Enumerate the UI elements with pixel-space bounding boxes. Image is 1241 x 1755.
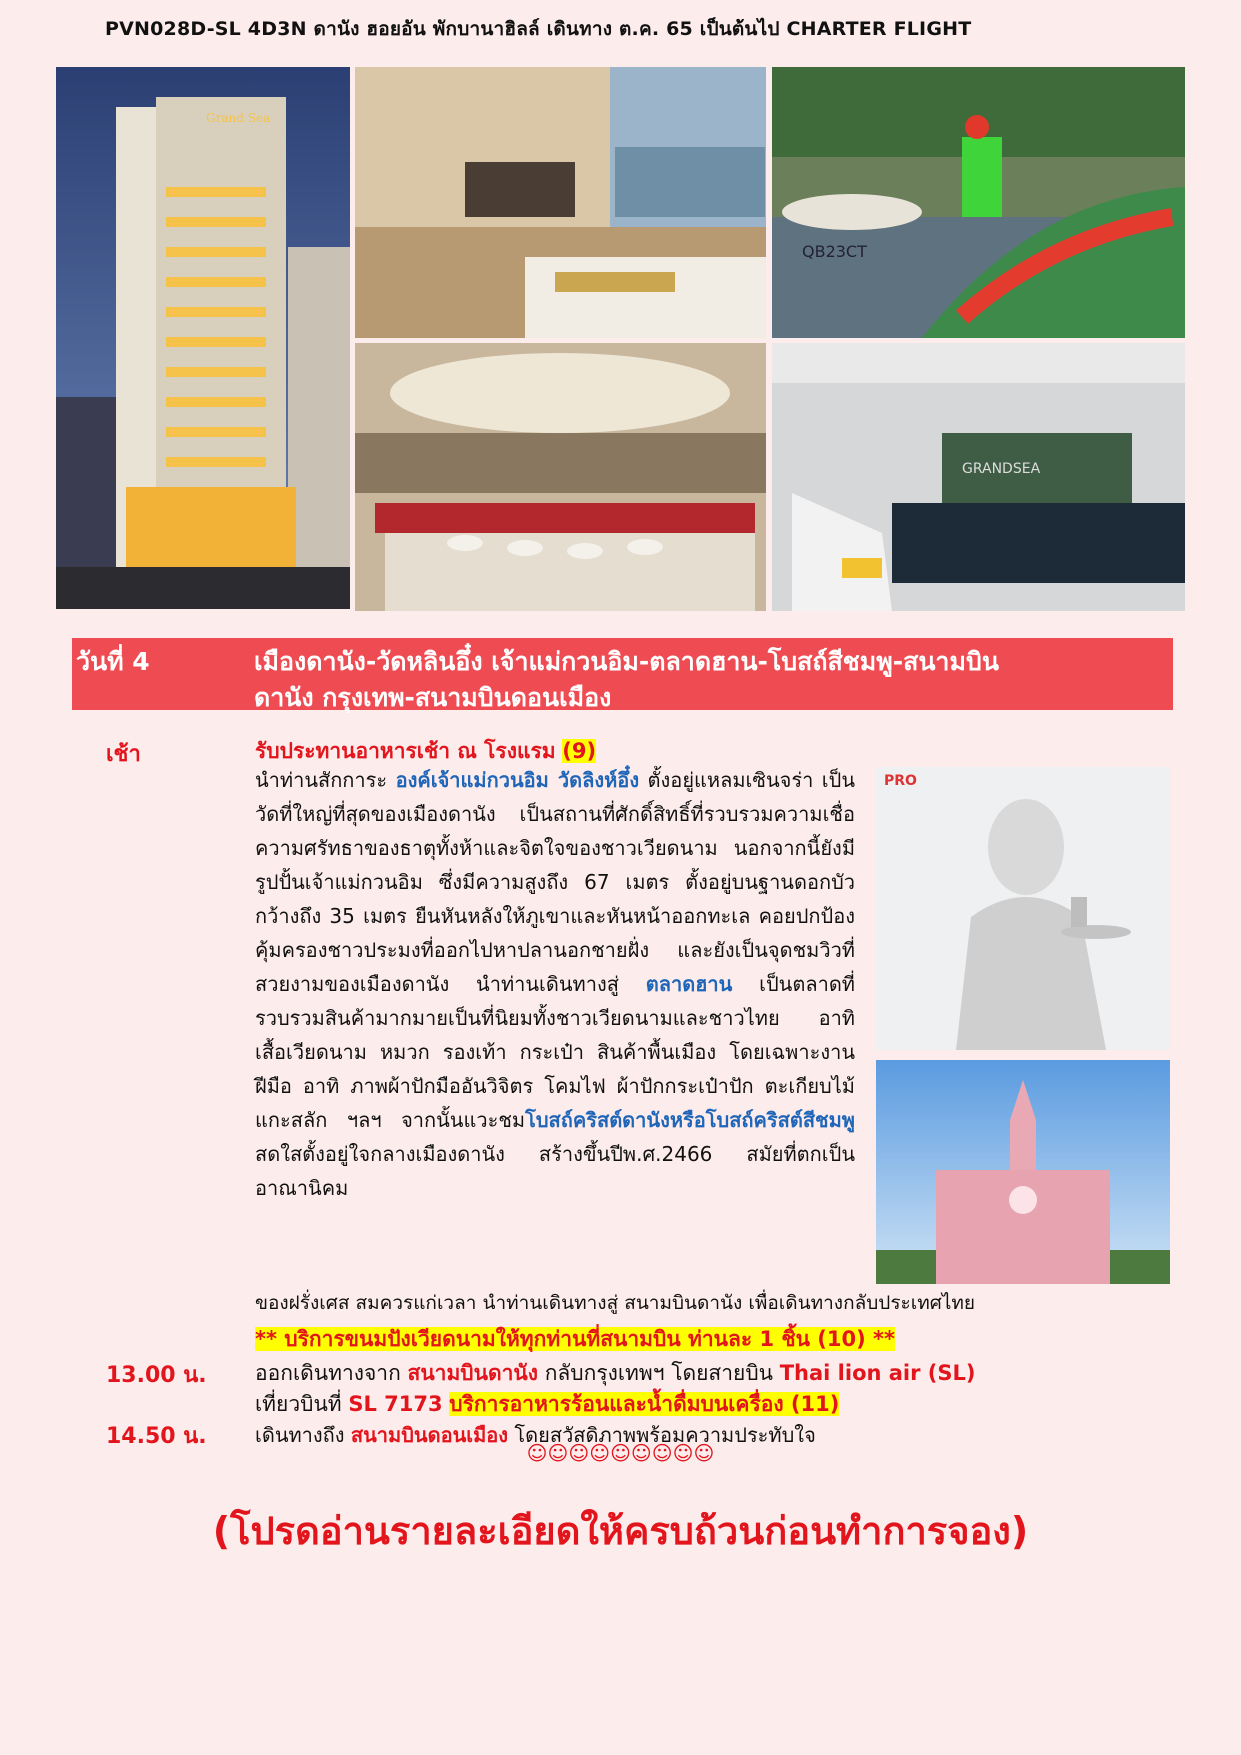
- desc-part-7: สดใสตั้งอยู่ใจกลางเมืองดานัง สร้างขึ้นปีพ.ศ.2466 สมัยที่ตกเป็นอาณานิคม: [255, 1142, 855, 1200]
- guanyin-statue-photo: [876, 767, 1170, 1050]
- inflight-meal: บริการอาหารร้อนและน้ำดื่มบนเครื่อง (11): [449, 1392, 840, 1416]
- departure-time: 13.00 น.: [106, 1363, 207, 1388]
- day-label: วันที่ 4: [76, 647, 150, 676]
- hotel-sign-text: Grand Sea: [206, 111, 271, 125]
- hotel-room-photo: [355, 67, 766, 338]
- desc-continuation: ของฝรั่งเศส สมควรแก่เวลา นำท่านเดินทางสู่ สนามบินดานัง เพื่อเดินทางกลับประเทศไทย: [255, 1292, 976, 1314]
- desc-part-3: ตั้งอยู่แหลมเซินจร่า เป็นวัดที่ใหญ่ที่สุดของเมืองดานัง เป็นสถานที่ศักดิ์สิทธิ์ที่รวบรวมความเชื่อ ความศรัทธาของธาตุทั้งห้าและจิตใจของชาวเวียดนาม นอกจากนี้ยังมีรูปปั้นเจ้าแม่กวนอิม ซึ่งมีความสูงถึง 67 เมตร ตั้งอยู่บนฐานดอกบัวกว้างถึง 35 เมตร ยืนหันหลังให้ภูเขาและหันหน้าออกทะเล คอยปกป้องคุ้มครองชาวประมงที่ออกไปหาปลานอกชายฝั่ง และยังเป็นจุดชมวิวที่สวยงามของเมืองดานัง นำท่านเดินทางสู่: [255, 768, 855, 996]
- pool-photo: [772, 343, 1185, 611]
- basket-boat-photo: [772, 67, 1185, 338]
- departure-text-c: กลับกรุงเทพฯ โดยสายบิน: [538, 1361, 780, 1385]
- breakfast-text: รับประทานอาหารเช้า ณ โรงแรม: [255, 739, 556, 763]
- flight-line: [255, 1388, 839, 1421]
- breakfast-meal-number: (9): [562, 739, 597, 763]
- document-title: PVN028D-SL 4D3N ดานัง ฮอยอัน พักบานาฮิลล์ เดินทาง ต.ค. 65 เป็นต้นไป CHARTER FLIGHT: [105, 18, 972, 40]
- guanyin-statue-link: องค์เจ้าแม่กวนอิม วัดลิงห์อึ๋ง: [395, 768, 640, 792]
- flight-text: เที่ยวบินที่: [255, 1392, 349, 1416]
- airline-name: Thai lion air (SL): [779, 1361, 976, 1385]
- snack-note-text: ** บริการขนมปังเวียดนามให้ทุกท่านที่สนามบิน ท่านละ 1 ชิ้น (10) **: [255, 1327, 895, 1351]
- departure-text-a: ออกเดินทางจาก: [255, 1361, 408, 1385]
- morning-description: [255, 763, 855, 1205]
- arrival-text-a: เดินทางถึง: [255, 1423, 351, 1447]
- han-market-link: ตลาดฮาน: [645, 972, 733, 996]
- day-title-line-2: ดานัง กรุงเทพ-สนามบินดอนเมือง: [254, 683, 612, 712]
- read-details-notice: (โปรดอ่านรายละเอียดให้ครบถ้วนก่อนทำการจอง): [212, 1509, 1029, 1553]
- desc-part-5: เป็นตลาดที่รวบรวมสินค้ามากมายเป็นที่นิยมทั้งชาวเวียดนามและชาวไทย อาทิ เสื้อเวียดนาม หมวก รองเท้า กระเป๋า สินค้าพื้นเมือง โดยเฉพาะงานฝีมือ อาทิ ภาพผ้าปักมืออันวิจิตร โคมไฟ ผ้าปักกระเป๋าปัก ตะเกียบไม้แกะสลัก ฯลฯ จากนั้นแวะชม: [255, 972, 855, 1132]
- smiley-row: ☺☺☺☺☺☺☺☺☺: [526, 1441, 715, 1465]
- morning-label: เช้า: [106, 742, 141, 767]
- pink-church-link: โบสถ์คริสต์ดานังหรือโบสถ์คริสต์สีชมพู: [525, 1108, 855, 1132]
- snack-note: [255, 1323, 895, 1356]
- statue-logo-text: PRO: [884, 773, 917, 789]
- arrival-text-c: โดยสวัสดิภาพพร้อมความประทับใจ: [508, 1423, 816, 1447]
- day-header-band: [72, 638, 1173, 710]
- day-title-line-1: เมืองดานัง-วัดหลินอึ๋ง เจ้าแม่กวนอิม-ตลาดฮาน-โบสถ์สีชมพู-สนามบิน: [254, 647, 999, 676]
- flight-number: SL 7173: [348, 1392, 443, 1416]
- hotel-tower-photo: [56, 67, 350, 609]
- boat-number-text: QB23CT: [802, 242, 867, 261]
- pool-sign-text: GRANDSEA: [962, 461, 1041, 477]
- arrival-time: 14.50 น.: [106, 1424, 207, 1449]
- buffet-photo: [355, 343, 766, 611]
- pink-church-photo: [876, 1060, 1170, 1284]
- don-mueang-airport: สนามบินดอนเมือง: [350, 1423, 509, 1447]
- departure-line: [255, 1357, 976, 1390]
- desc-part-1: นำท่านสักการะ: [255, 768, 396, 792]
- danang-airport: สนามบินดานัง: [407, 1361, 539, 1385]
